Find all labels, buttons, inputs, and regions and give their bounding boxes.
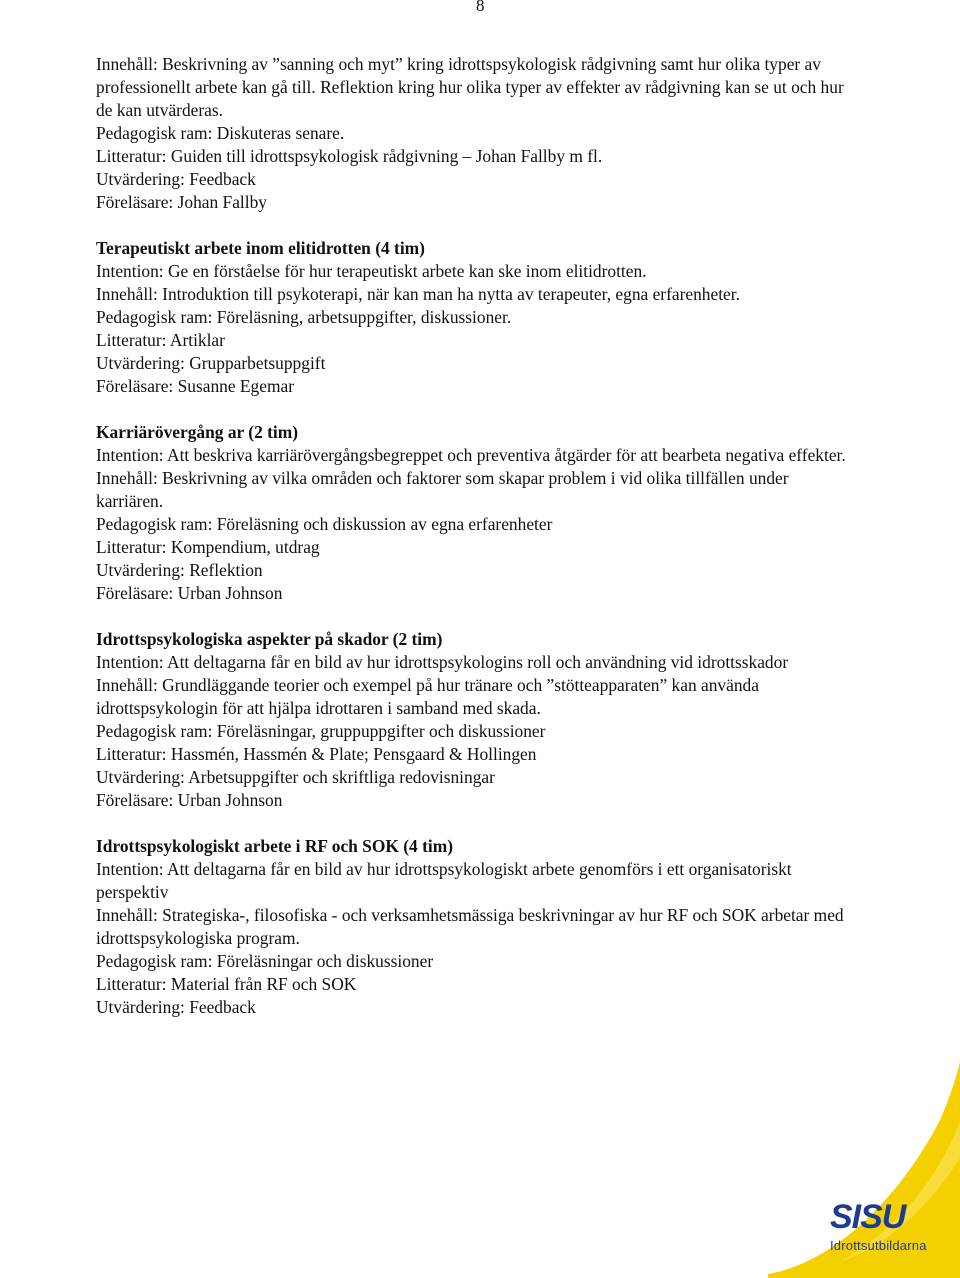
intro-block: [96, 53, 856, 214]
section-line: Intention: Ge en förståelse för hur terapeutiskt arbete kan ske inom elitidrotten.: [96, 261, 647, 281]
intro-literature: Litteratur: Guiden till idrottspsykologisk rådgivning – Johan Fallby m fl.: [96, 146, 603, 166]
section-line: Föreläsare: Susanne Egemar: [96, 376, 294, 396]
section-rf-sok: [96, 835, 856, 1019]
section-line: Litteratur: Artiklar: [96, 330, 225, 350]
section-line: Innehåll: Grundläggande teorier och exempel på hur tränare och ”stötteapparaten” kan använda idrottspsykologin för att hjälpa idrottaren i samband med skada.: [96, 675, 759, 718]
intro-lecturer: Föreläsare: Johan Fallby: [96, 192, 267, 212]
section-line: Litteratur: Material från RF och SOK: [96, 974, 357, 994]
section-title: Karriärövergång ar (2 tim): [96, 422, 299, 442]
sisu-logo: [768, 1062, 960, 1278]
section-line: Pedagogisk ram: Föreläsning och diskussion av egna erfarenheter: [96, 514, 553, 534]
intro-evaluation: Utvärdering: Feedback: [96, 169, 256, 189]
document-body: [96, 53, 856, 1019]
section-title: Terapeutiskt arbete inom elitidrotten (4 tim): [96, 238, 425, 258]
section-line: Pedagogisk ram: Föreläsning, arbetsuppgifter, diskussioner.: [96, 307, 512, 327]
section-line: Litteratur: Kompendium, utdrag: [96, 537, 320, 557]
section-line: Innehåll: Introduktion till psykoterapi, när kan man ha nytta av terapeuter, egna erfarenheter.: [96, 284, 740, 304]
section-line: Pedagogisk ram: Föreläsningar, gruppuppgifter och diskussioner: [96, 721, 546, 741]
section-injuries: [96, 628, 856, 812]
section-line: Föreläsare: Urban Johnson: [96, 583, 283, 603]
section-line: Litteratur: Hassmén, Hassmén & Plate; Pensgaard & Hollingen: [96, 744, 537, 764]
section-title: Idrottspsykologiskt arbete i RF och SOK (4 tim): [96, 836, 453, 856]
section-title: Idrottspsykologiska aspekter på skador (2 tim): [96, 629, 443, 649]
intro-pedagogy: Pedagogisk ram: Diskuteras senare.: [96, 123, 345, 143]
section-line: Utvärdering: Feedback: [96, 997, 256, 1017]
section-line: Pedagogisk ram: Föreläsningar och diskussioner: [96, 951, 434, 971]
intro-content: Innehåll: Beskrivning av ”sanning och myt” kring idrottspsykologisk rådgivning samt hur olika typer av professionellt arbete kan gå till. Reflektion kring hur olika typer av effekter av rådgivning kan se ut och hur de kan utvärderas.: [96, 54, 844, 120]
section-line: Utvärdering: Reflektion: [96, 560, 263, 580]
page-number: 8: [476, 0, 485, 15]
section-line: Innehåll: Strategiska-, filosofiska - och verksamhetsmässiga beskrivningar av hur RF och SOK arbetar med idrottspsykologiska program.: [96, 905, 844, 948]
logo-tagline: Idrottsutbildarna: [830, 1238, 927, 1253]
logo-wordmark: SISU: [830, 1198, 906, 1236]
section-therapeutic-work: [96, 237, 856, 398]
section-line: Intention: Att deltagarna får en bild av hur idrottspsykologiskt arbete genomförs i ett organisatoriskt perspektiv: [96, 859, 792, 902]
section-line: Utvärdering: Grupparbetsuppgift: [96, 353, 326, 373]
section-line: Utvärdering: Arbetsuppgifter och skriftliga redovisningar: [96, 767, 495, 787]
section-line: Intention: Att deltagarna får en bild av hur idrottspsykologins roll och användning vid idrottsskador: [96, 652, 789, 672]
section-line: Innehåll: Beskrivning av vilka områden och faktorer som skapar problem i vid olika tillfällen under karriären.: [96, 468, 789, 511]
section-career-transitions: [96, 421, 856, 605]
section-line: Föreläsare: Urban Johnson: [96, 790, 283, 810]
section-line: Intention: Att beskriva karriärövergångsbegreppet och preventiva åtgärder för att bearbeta negativa effekter.: [96, 445, 846, 465]
